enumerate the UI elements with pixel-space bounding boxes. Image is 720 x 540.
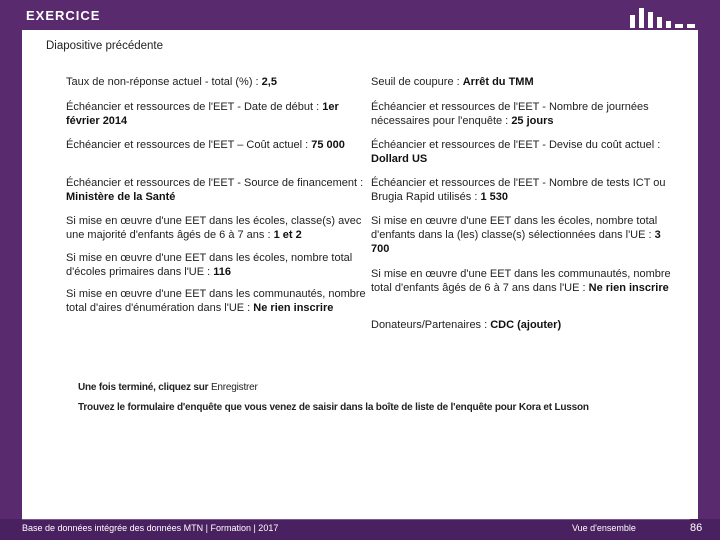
instruction-text: Une fois terminé, cliquez sur [78, 382, 209, 393]
field-value: 3 700 [371, 229, 661, 255]
field-value: Ne rien inscrire [253, 302, 334, 314]
instruction-find-form: Trouvez le formulaire d'enquête que vous venez de saisir dans la boîte de liste de l'enquête pour Kora et Lusson [78, 402, 589, 413]
field-value: Dollard US [371, 153, 428, 165]
footer-caption: Base de données intégrée des données MTN | Formation | 2017 [22, 523, 279, 533]
field-enumeration-areas [66, 287, 366, 315]
field-value: Ne rien inscrire [588, 282, 669, 294]
content-card [22, 30, 698, 519]
field-primary-schools [66, 251, 366, 279]
previous-slide-link[interactable]: Diapositive précédente [46, 40, 163, 52]
field-label: Taux de non-réponse actuel - total (%) : [66, 76, 259, 88]
field-label: Échéancier et ressources de l'EET – Coût actuel : [66, 139, 309, 151]
field-label: Donateurs/Partenaires : [371, 319, 488, 331]
field-start-date [66, 100, 366, 128]
field-value: 116 [213, 266, 232, 278]
logo-icon [630, 6, 698, 28]
field-value: 2,5 [261, 76, 277, 88]
field-value: Arrêt du TMM [462, 76, 534, 88]
footer [0, 519, 720, 540]
save-action-label: Enregistrer [210, 382, 258, 393]
field-label: Échéancier et ressources de l'EET - Nombre de journées nécessaires pour l'enquête : [371, 101, 649, 127]
page-number: 86 [690, 522, 703, 534]
field-label: Échéancier et ressources de l'EET - Nombre de tests ICT ou Brugia Rapid utilisés : [371, 177, 666, 203]
overview-link[interactable]: Vue d'ensemble [572, 523, 636, 533]
field-cutoff-threshold [371, 75, 681, 89]
field-label: Seuil de coupure : [371, 76, 460, 88]
field-label: Échéancier et ressources de l'EET - Devise du coût actuel : [371, 139, 661, 151]
field-value: 1 et 2 [273, 229, 302, 241]
field-value: 25 jours [511, 115, 554, 127]
field-non-response-rate [66, 75, 366, 89]
field-ict-tests [371, 176, 681, 204]
instruction-save [78, 382, 638, 394]
field-children-in-classes [371, 214, 681, 256]
field-school-classes [66, 214, 366, 242]
field-label: Échéancier et ressources de l'EET - Date de début : [66, 101, 320, 113]
footer-divider [22, 519, 690, 520]
field-current-cost [66, 138, 366, 152]
slide-title: EXERCICE [26, 8, 101, 23]
field-label: Échéancier et ressources de l'EET - Source de financement : [66, 177, 364, 189]
field-community-children [371, 267, 681, 295]
field-cost-currency [371, 138, 681, 166]
field-label: Si mise en œuvre d'une EET dans les écoles, nombre total d'enfants dans la (les) classe(s) sélectionnées dans l'UE : [371, 215, 658, 241]
field-label: Si mise en œuvre d'une EET dans les écoles, classe(s) avec une majorité d'enfants âgés de 6 à 7 ans : [66, 215, 362, 241]
field-value: CDC (ajouter) [490, 319, 562, 331]
field-label: Si mise en œuvre d'une EET dans les communautés, nombre total d'enfants âgés de 6 à 7 ans dans l'UE : [371, 268, 671, 294]
field-value: Ministère de la Santé [66, 191, 176, 203]
field-label: Si mise en œuvre d'une EET dans les communautés, nombre total d'aires d'énumération dans l'UE : [66, 288, 366, 314]
field-value: 75 000 [311, 139, 345, 151]
field-value: 1 530 [480, 191, 508, 203]
field-donors-partners [371, 318, 681, 332]
field-funding-source [66, 176, 366, 204]
field-label: Si mise en œuvre d'une EET dans les écoles, nombre total d'écoles primaires dans l'UE : [66, 252, 353, 278]
field-value: 1er février 2014 [66, 101, 339, 127]
field-survey-days [371, 100, 681, 128]
